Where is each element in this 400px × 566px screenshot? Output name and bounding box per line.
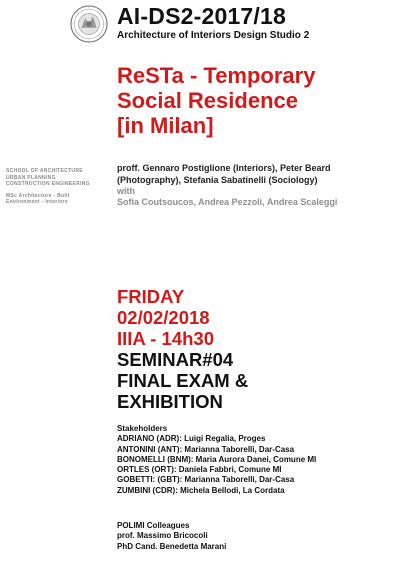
colleagues-heading: POLIMI Colleagues (117, 521, 190, 530)
project-title-line: [in Milan] (117, 113, 214, 138)
colleagues-section (117, 521, 226, 552)
polimi-seal-icon (70, 5, 108, 43)
event-title-line: FINAL EXAM & (117, 370, 249, 391)
school-block (6, 168, 90, 206)
colleague-line: prof. Massimo Bricocoli (117, 531, 208, 541)
event-day: FRIDAY (117, 286, 185, 307)
event-title-block (117, 349, 248, 412)
course-code: AI-DS2-2017/18 (117, 3, 286, 29)
stakeholder-row: GOBETTI: (GBT): Marianna Taborelli, Dar-Casa (117, 475, 295, 485)
event-date: 02/02/2018 (117, 307, 210, 328)
school-line: CONSTRUCTION ENGINEERING (6, 181, 90, 187)
stakeholders-heading: Stakeholders (117, 424, 168, 433)
school-line: SCHOOL OF ARCHITECTURE (6, 168, 83, 174)
event-room-time: IIIA - 14h30 (117, 328, 214, 349)
event-title-line: SEMINAR#04 (117, 349, 234, 370)
stakeholder-row: ZUMBINI (CDR): Michela Bellodi, La Cordata (117, 485, 285, 495)
course-subtitle: Architecture of Interiors Design Studio 2 (117, 30, 310, 41)
programme-line: MSc Architecture - Built (6, 192, 70, 199)
programme-line: Environment - Interiors (6, 199, 68, 205)
assistants-list: Sofia Coutsoucos, Andrea Pezzoli, Andrea Scaleggi (117, 197, 338, 207)
event-date-block (117, 286, 214, 349)
project-title-line: ReSTa - Temporary (117, 63, 316, 88)
stakeholder-row: ORTLES (ORT): Daniela Fabbri, Comune MI (117, 465, 282, 475)
stakeholder-row: ANTONINI (ANT): Marianna Taborelli, Dar-Casa (117, 444, 295, 454)
stakeholder-row: BONOMELLI (BNM): Maria Aurora Danei, Comune MI (117, 454, 317, 464)
project-title-line: Social Residence (117, 88, 298, 113)
event-title-line: EXHIBITION (117, 391, 223, 412)
colleague-line: PhD Cand. Benedetta Marani (117, 541, 227, 551)
project-title (117, 63, 315, 138)
faculty-list: proff. Gennaro Postiglione (Interiors), Peter Beard (Photography), Stefania Sabatinelli (Sociology) (117, 163, 331, 185)
school-line: URBAN PLANNING (6, 174, 56, 181)
stakeholder-row: ADRIANO (ADR): Luigi Regalia, Proges (117, 434, 266, 444)
with-label: with (117, 186, 135, 196)
stakeholders-section (117, 424, 316, 496)
